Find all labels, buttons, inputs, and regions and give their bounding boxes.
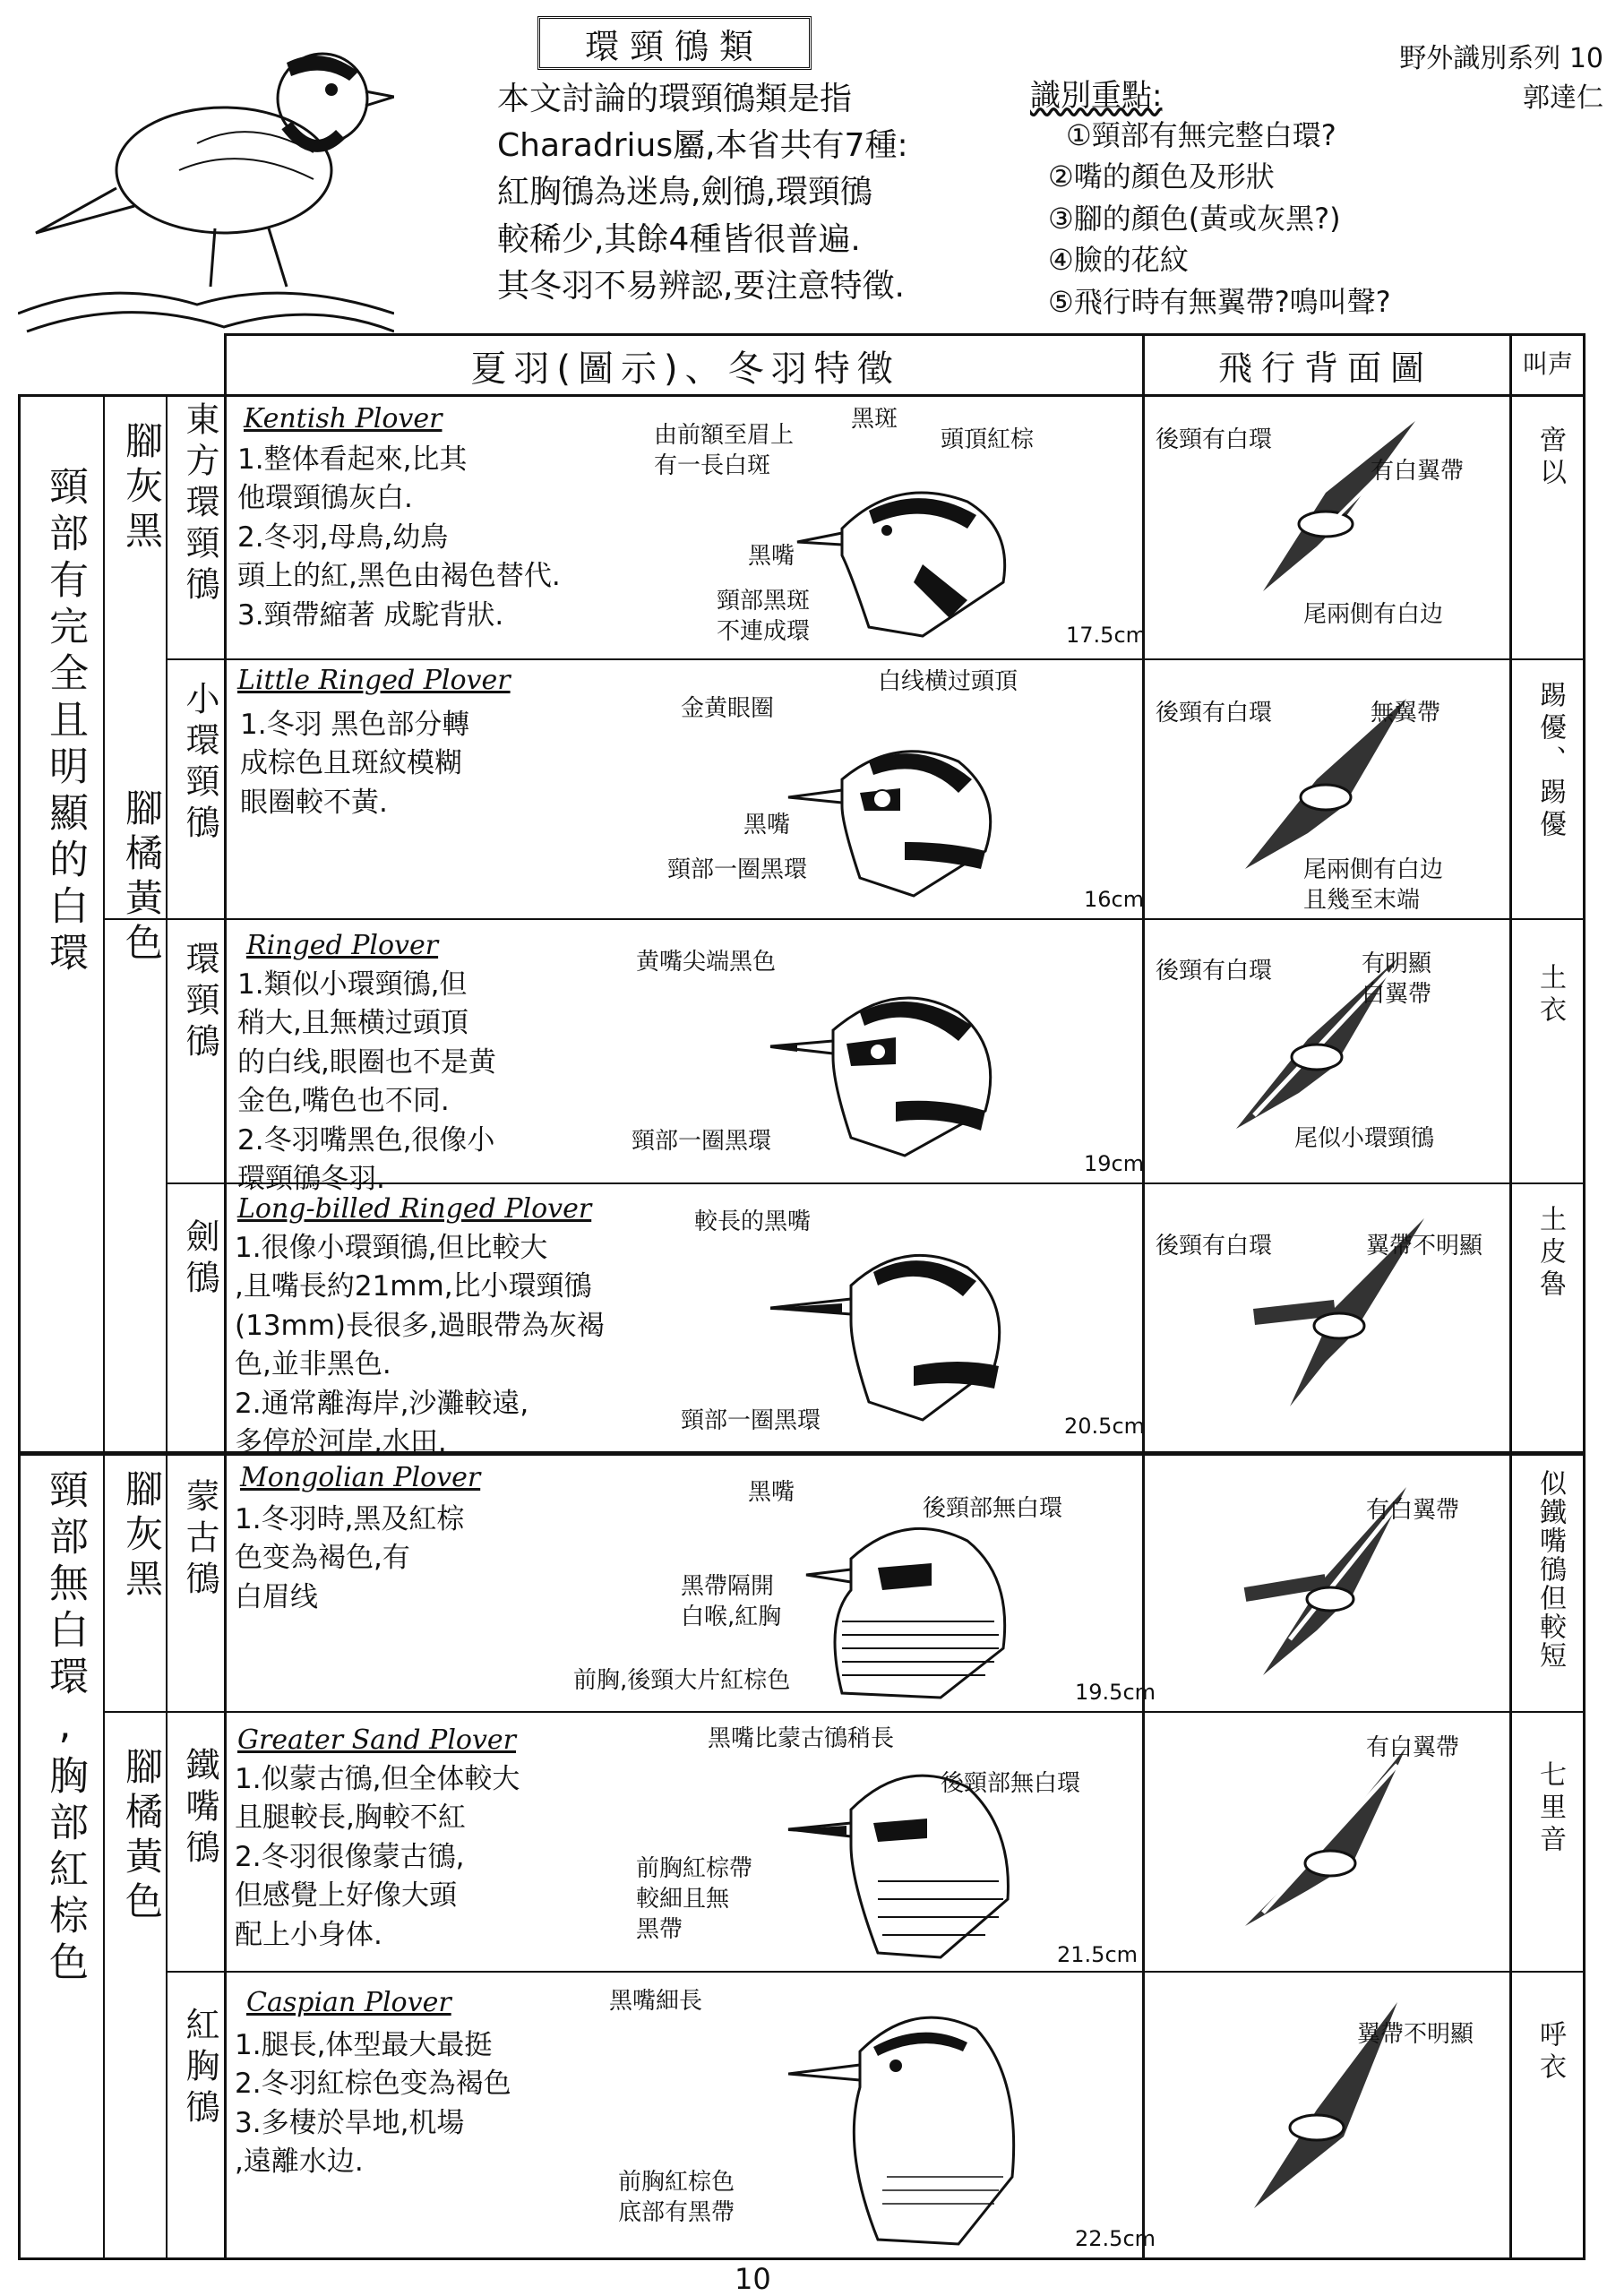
size-ringed: 19cm	[1084, 1151, 1145, 1176]
key-point-4: ④臉的花紋	[1048, 243, 1189, 278]
species-en-greater-sand: Greater Sand Plover	[237, 1724, 517, 1756]
size-greater-sand: 21.5cm	[1057, 1942, 1139, 1967]
series-label: 野外識別系列 10	[1399, 43, 1603, 74]
flight-kentish-2: 有白翼帶	[1371, 458, 1465, 485]
species-desc-mongolian: 1.冬羽時,黑及紅棕 色变為褐色,有 白眉线	[235, 1503, 465, 1613]
species-en-mongolian: Mongolian Plover	[240, 1462, 481, 1493]
call-long-billed: 土皮魯	[1534, 1205, 1566, 1302]
call-little-ringed: 踢優、踢優	[1534, 681, 1566, 842]
species-en-long-billed: Long-billed Ringed Plover	[237, 1193, 592, 1225]
leg-color-orange-1: 腳橘黃色	[120, 788, 164, 967]
key-point-2: ②嘴的顏色及形狀	[1048, 159, 1275, 194]
label-long-billed-2: 頸部一圈黑環	[681, 1407, 821, 1434]
label-kentish-4: 黑嘴	[748, 543, 795, 570]
species-cn-long-billed: 劍鴴	[180, 1218, 219, 1301]
label-greater-sand-1: 黑嘴比蒙古鴴稍長	[708, 1725, 895, 1752]
label-ringed-1: 黄嘴尖端黑色	[636, 949, 777, 976]
flight-long-billed-2: 翼帶不明顯	[1366, 1233, 1483, 1260]
label-little-ringed-3: 黑嘴	[743, 812, 791, 838]
label-little-ringed-4: 頸部一圈黑環	[667, 856, 808, 883]
label-kentish-5: 頸部黑斑 不連成環	[717, 588, 811, 645]
label-mongolian-1: 黑嘴	[748, 1479, 795, 1506]
label-kentish-3: 頭頂紅棕	[941, 426, 1035, 453]
flight-ringed-2: 有明顯 白翼帶	[1362, 950, 1432, 1008]
key-point-5: ⑤飛行時有無翼帶?鳴叫聲?	[1048, 284, 1391, 319]
call-ringed: 土衣	[1534, 963, 1566, 1028]
head-sketch-little-ringed	[779, 726, 1030, 905]
species-desc-caspian: 1.腿長,体型最大最挺 2.冬羽紅棕色变為褐色 3.多棲於旱地,机場 ,遠離水边.	[235, 2029, 511, 2179]
species-cn-kentish: 東方環頸鴴	[180, 401, 219, 607]
label-kentish-2: 黑斑	[851, 406, 898, 433]
plover-illustration	[18, 18, 394, 340]
label-caspian-2: 前胸紅棕色 底部有黑帶	[618, 2169, 735, 2226]
intro-text: 本文討論的環頸鴴類是指 Charadrius屬,本省共有7種: 紅胸鴴為迷鳥,劍鴴,環頸鴴 較稀少,其餘4種皆很普遍. 其冬羽不易辨認,要注意特徵.	[497, 81, 908, 305]
rule	[166, 918, 1586, 920]
group-label-ring: 頸部有完全且明顯的白環	[42, 466, 88, 978]
call-greater-sand: 七里音	[1534, 1760, 1566, 1857]
species-en-kentish: Kentish Plover	[244, 403, 443, 434]
head-sketch-long-billed	[770, 1232, 1039, 1429]
species-en-ringed: Ringed Plover	[246, 930, 439, 961]
species-desc-little-ringed: 1.冬羽 黑色部分轉 成棕色且斑紋模糊 眼圈較不黃.	[240, 709, 470, 819]
species-cn-mongolian: 蒙古鴴	[180, 1478, 219, 1602]
label-long-billed-1: 較長的黑嘴	[694, 1208, 812, 1235]
leg-color-gray-2: 腳灰黑	[120, 1469, 164, 1604]
species-en-caspian: Caspian Plover	[246, 1987, 451, 2018]
size-little-ringed: 16cm	[1084, 887, 1145, 912]
size-long-billed: 20.5cm	[1064, 1414, 1146, 1439]
size-kentish: 17.5cm	[1066, 623, 1147, 648]
flight-ringed-3: 尾似小環頸鴴	[1294, 1125, 1435, 1152]
rule	[166, 394, 168, 2260]
species-cn-little-ringed: 小環頸鴴	[180, 681, 219, 846]
page-title: 環頸鴴類	[584, 26, 764, 66]
leg-color-gray-1: 腳灰黑	[120, 421, 164, 555]
rule	[103, 394, 105, 2260]
head-sketch-kentish	[788, 466, 1057, 645]
size-caspian: 22.5cm	[1075, 2226, 1156, 2251]
flight-kentish-3: 尾兩側有白边	[1303, 601, 1444, 628]
rule	[1509, 333, 1512, 2260]
leg-color-orange-2: 腳橘黃色	[120, 1747, 164, 1926]
rule	[166, 1971, 1586, 1973]
rule	[166, 1711, 1586, 1713]
flight-greater-sand-1: 有白翼帶	[1366, 1734, 1460, 1761]
species-desc-long-billed: 1.很像小環頸鴴,但比較大 ,且嘴長約21mm,比小環頸鴴 (13mm)長很多,過眼帶為灰褐 色,並非黑色. 2.通常離海岸,沙灘較遠, 多停於河岸,水田.	[235, 1232, 605, 1458]
rule	[18, 2257, 1586, 2260]
label-greater-sand-2: 後頸部無白環	[941, 1770, 1081, 1797]
species-cn-caspian: 紅胸鴴	[180, 2007, 219, 2130]
flight-ringed-1: 後頸有白環	[1156, 958, 1273, 985]
species-desc-kentish: 1.整体看起來,比其 他環頸鴴灰白. 2.冬羽,母鳥,幼鳥 頭上的紅,黑色由褐色替代. 3.頸帶縮著 成駝背狀.	[237, 443, 561, 632]
flight-caspian-1: 翼帶不明顯	[1357, 2021, 1474, 2048]
head-sketch-mongolian	[788, 1505, 1039, 1702]
label-ringed-2: 頸部一圈黑環	[632, 1128, 772, 1155]
col-header-call: 叫声	[1522, 349, 1573, 379]
rule	[18, 394, 21, 2260]
flight-little-ringed-1: 後頸有白環	[1156, 700, 1273, 727]
rule	[166, 658, 1586, 660]
flight-mongolian-1: 有白翼帶	[1366, 1497, 1460, 1524]
key-point-1: ①頸部有無完整白環?	[1066, 118, 1336, 152]
flight-long-billed-1: 後頸有白環	[1156, 1233, 1273, 1260]
species-en-little-ringed: Little Ringed Plover	[237, 665, 511, 696]
label-greater-sand-3: 前胸紅棕帶 較細且無 黑帶	[636, 1855, 753, 1943]
species-cn-ringed: 環頸鴴	[180, 941, 219, 1064]
label-little-ringed-1: 白线横过頭頂	[878, 668, 1018, 695]
species-cn-greater-sand: 鐵嘴鴴	[180, 1747, 219, 1870]
head-sketch-ringed	[761, 976, 1030, 1165]
rule	[224, 333, 1586, 336]
page-number: 10	[735, 2262, 771, 2296]
key-point-3: ③腳的顏色(黃或灰黑?)	[1048, 201, 1341, 236]
label-caspian-1: 黑嘴細長	[609, 1988, 703, 2015]
head-sketch-caspian	[788, 1998, 1048, 2249]
size-mongolian: 19.5cm	[1075, 1680, 1156, 1705]
group-label-noring: 頸部無白環,胸部紅棕色	[42, 1469, 88, 1988]
col-header-features: 夏羽(圖示)、冬羽特徵	[470, 348, 900, 390]
species-desc-ringed: 1.類似小環頸鴴,但 稍大,且無横过頭頂 的白线,眼圈也不是黄 金色,嘴色也不同. 2.冬羽嘴黑色,很像小 環頸鴴冬羽.	[237, 968, 496, 1195]
flight-little-ringed-3: 尾兩側有白边 且幾至末端	[1303, 856, 1444, 914]
author-name: 郭達仁	[1523, 82, 1603, 114]
label-mongolian-4: 前胸,後頸大片紅棕色	[573, 1667, 791, 1694]
key-points	[1030, 36, 1603, 322]
call-mongolian: 似鐵嘴鴴但較短	[1534, 1469, 1566, 1670]
title-box	[537, 16, 812, 70]
rule	[18, 394, 1586, 397]
rule	[103, 1711, 166, 1713]
species-desc-greater-sand: 1.似蒙古鴴,但全体較大 且腿較長,胸較不紅 2.冬羽很像蒙古鴴, 但感覺上好像大頭 配上小身体.	[235, 1763, 520, 1951]
call-caspian: 呼衣	[1534, 2020, 1566, 2085]
col-header-flight: 飛行背面圖	[1217, 348, 1433, 388]
label-mongolian-3: 黑帶隔開 白喉,紅胸	[681, 1573, 782, 1630]
call-kentish: 啻以	[1534, 426, 1566, 490]
flight-kentish-1: 後頸有白環	[1156, 426, 1273, 453]
label-mongolian-2: 後頸部無白環	[923, 1495, 1063, 1522]
label-little-ringed-2: 金黄眼圈	[681, 695, 775, 722]
key-title: 識別重點:	[1030, 78, 1163, 114]
flight-little-ringed-2: 無翼帶	[1371, 700, 1441, 727]
label-kentish-1: 由前額至眉上 有一長白斑	[654, 422, 795, 479]
rule	[1583, 333, 1586, 2260]
